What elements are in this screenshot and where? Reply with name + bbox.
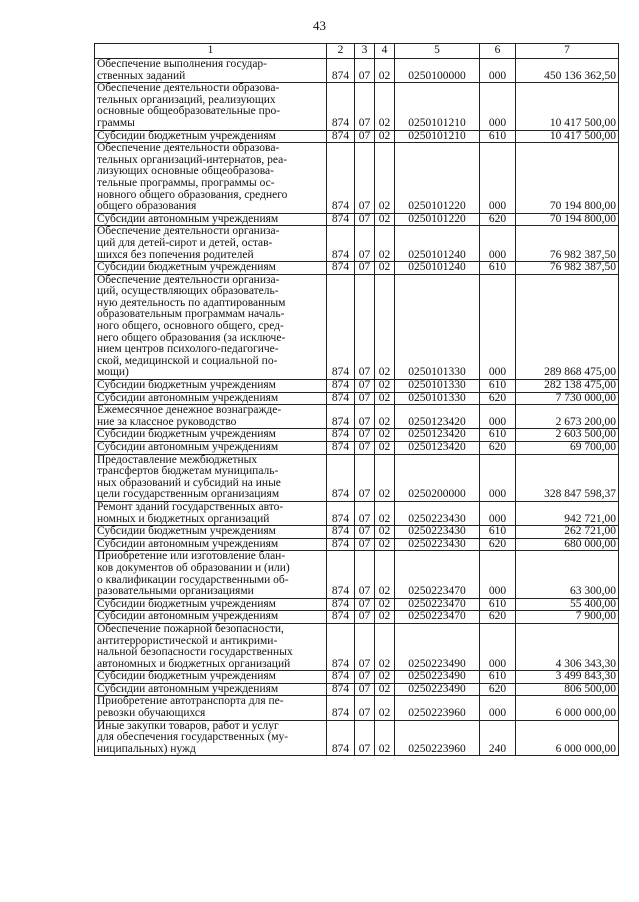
target-article-cell: 0250123420 (395, 429, 480, 442)
target-article-cell: 0250100000 (395, 59, 480, 83)
subsection-code-cell: 02 (375, 551, 395, 598)
ministry-code-cell: 874 (327, 551, 355, 598)
amount-cell: 6 000 000,00 (516, 720, 619, 756)
ministry-code-cell: 874 (327, 501, 355, 525)
subsection-code-cell: 02 (375, 526, 395, 539)
row-name-cell: Субсидии бюджетным учреждениям (95, 671, 327, 684)
amount-cell: 55 400,00 (516, 598, 619, 611)
table-row (95, 720, 619, 756)
section-code-cell: 07 (355, 526, 375, 539)
section-code-cell: 07 (355, 538, 375, 551)
amount-cell: 6 000 000,00 (516, 696, 619, 720)
target-article-cell: 0250223430 (395, 501, 480, 525)
subsection-code-cell: 02 (375, 442, 395, 455)
row-name-cell: Обеспечение деятельности образова- тельных организаций-интернатов, реа- лизующих основные общеобразова- тельные программы, программы ос- новного общего образования, среднего общего образования (95, 143, 327, 214)
table-row (95, 262, 619, 275)
subsection-code-cell: 02 (375, 611, 395, 624)
amount-cell: 10 417 500,00 (516, 83, 619, 130)
row-name-cell: Субсидии бюджетным учреждениям (95, 130, 327, 143)
header-cell: 5 (395, 44, 480, 59)
page-number: 43 (313, 18, 326, 33)
ministry-code-cell: 874 (327, 623, 355, 670)
header-cell: 4 (375, 44, 395, 59)
expense-type-cell: 620 (480, 538, 516, 551)
subsection-code-cell: 02 (375, 696, 395, 720)
table-body (95, 44, 619, 756)
ministry-code-cell: 874 (327, 454, 355, 501)
amount-cell: 3 499 843,30 (516, 671, 619, 684)
amount-cell: 70 194 800,00 (516, 143, 619, 214)
row-name-cell: Иные закупки товаров, работ и услуг для обеспечения государственных (му- ниципальных) нужд (95, 720, 327, 756)
row-name-cell: Приобретение или изготовление блан- ков документов об образовании и (или) о квалификации государственными об- разовательными организациями (95, 551, 327, 598)
table-row (95, 226, 619, 262)
target-article-cell: 0250223960 (395, 720, 480, 756)
expense-type-cell: 610 (480, 262, 516, 275)
expense-type-cell: 000 (480, 143, 516, 214)
row-name-cell: Субсидии автономным учреждениям (95, 442, 327, 455)
subsection-code-cell: 02 (375, 671, 395, 684)
section-code-cell: 07 (355, 442, 375, 455)
amount-cell: 70 194 800,00 (516, 213, 619, 226)
row-name-cell: Ежемесячное денежное вознагражде- ние за классное руководство (95, 405, 327, 429)
row-name-cell: Обеспечение выполнения государ- ственных заданий (95, 59, 327, 83)
target-article-cell: 0250223430 (395, 526, 480, 539)
amount-cell: 4 306 343,30 (516, 623, 619, 670)
section-code-cell: 07 (355, 720, 375, 756)
target-article-cell: 0250101210 (395, 130, 480, 143)
budget-table (94, 43, 619, 756)
table-row (95, 623, 619, 670)
ministry-code-cell: 874 (327, 671, 355, 684)
target-article-cell: 0250101240 (395, 226, 480, 262)
target-article-cell: 0250101330 (395, 274, 480, 379)
expense-type-cell: 620 (480, 392, 516, 405)
amount-cell: 63 300,00 (516, 551, 619, 598)
expense-type-cell: 000 (480, 59, 516, 83)
row-name-cell: Субсидии автономным учреждениям (95, 392, 327, 405)
target-article-cell: 0250223960 (395, 696, 480, 720)
target-article-cell: 0250223490 (395, 623, 480, 670)
subsection-code-cell: 02 (375, 262, 395, 275)
ministry-code-cell: 874 (327, 538, 355, 551)
subsection-code-cell: 02 (375, 405, 395, 429)
subsection-code-cell: 02 (375, 274, 395, 379)
target-article-cell: 0250223490 (395, 683, 480, 696)
target-article-cell: 0250101210 (395, 83, 480, 130)
subsection-code-cell: 02 (375, 380, 395, 393)
section-code-cell: 07 (355, 551, 375, 598)
expense-type-cell: 000 (480, 405, 516, 429)
target-article-cell: 0250123420 (395, 442, 480, 455)
section-code-cell: 07 (355, 611, 375, 624)
row-name-cell: Субсидии автономным учреждениям (95, 683, 327, 696)
subsection-code-cell: 02 (375, 226, 395, 262)
table-row (95, 551, 619, 598)
subsection-code-cell: 02 (375, 213, 395, 226)
section-code-cell: 07 (355, 143, 375, 214)
amount-cell: 2 603 500,00 (516, 429, 619, 442)
target-article-cell: 0250223430 (395, 538, 480, 551)
expense-type-cell: 240 (480, 720, 516, 756)
ministry-code-cell: 874 (327, 405, 355, 429)
subsection-code-cell: 02 (375, 538, 395, 551)
row-name-cell: Субсидии автономным учреждениям (95, 538, 327, 551)
table-row (95, 598, 619, 611)
expense-type-cell: 000 (480, 83, 516, 130)
amount-cell: 69 700,00 (516, 442, 619, 455)
amount-cell: 450 136 362,50 (516, 59, 619, 83)
ministry-code-cell: 874 (327, 429, 355, 442)
header-cell: 2 (327, 44, 355, 59)
expense-type-cell: 000 (480, 501, 516, 525)
row-name-cell: Предоставление межбюджетных трансфертов бюджетам муниципаль- ных образований и субсидий на иные цели государственным организациям (95, 454, 327, 501)
ministry-code-cell: 874 (327, 611, 355, 624)
table-row (95, 213, 619, 226)
table-row (95, 429, 619, 442)
ministry-code-cell: 874 (327, 262, 355, 275)
subsection-code-cell: 02 (375, 429, 395, 442)
section-code-cell: 07 (355, 598, 375, 611)
expense-type-cell: 620 (480, 213, 516, 226)
ministry-code-cell: 874 (327, 720, 355, 756)
table-row (95, 274, 619, 379)
subsection-code-cell: 02 (375, 720, 395, 756)
row-name-cell: Субсидии бюджетным учреждениям (95, 526, 327, 539)
section-code-cell: 07 (355, 274, 375, 379)
table-row (95, 392, 619, 405)
section-code-cell: 07 (355, 59, 375, 83)
amount-cell: 806 500,00 (516, 683, 619, 696)
section-code-cell: 07 (355, 454, 375, 501)
ministry-code-cell: 874 (327, 683, 355, 696)
amount-cell: 76 982 387,50 (516, 226, 619, 262)
subsection-code-cell: 02 (375, 454, 395, 501)
expense-type-cell: 000 (480, 551, 516, 598)
ministry-code-cell: 874 (327, 274, 355, 379)
expense-type-cell: 610 (480, 429, 516, 442)
section-code-cell: 07 (355, 83, 375, 130)
expense-type-cell: 610 (480, 671, 516, 684)
target-article-cell: 0250101330 (395, 392, 480, 405)
subsection-code-cell: 02 (375, 130, 395, 143)
section-code-cell: 07 (355, 213, 375, 226)
table-row (95, 83, 619, 130)
expense-type-cell: 000 (480, 226, 516, 262)
amount-cell: 942 721,00 (516, 501, 619, 525)
subsection-code-cell: 02 (375, 598, 395, 611)
target-article-cell: 0250223470 (395, 598, 480, 611)
section-code-cell: 07 (355, 262, 375, 275)
row-name-cell: Субсидии автономным учреждениям (95, 611, 327, 624)
ministry-code-cell: 874 (327, 526, 355, 539)
expense-type-cell: 610 (480, 526, 516, 539)
section-code-cell: 07 (355, 226, 375, 262)
expense-type-cell: 000 (480, 454, 516, 501)
ministry-code-cell: 874 (327, 143, 355, 214)
ministry-code-cell: 874 (327, 696, 355, 720)
table-row (95, 696, 619, 720)
expense-type-cell: 000 (480, 623, 516, 670)
target-article-cell: 0250101220 (395, 143, 480, 214)
expense-type-cell: 620 (480, 683, 516, 696)
amount-cell: 328 847 598,37 (516, 454, 619, 501)
ministry-code-cell: 874 (327, 598, 355, 611)
table-header-row (95, 44, 619, 59)
subsection-code-cell: 02 (375, 392, 395, 405)
section-code-cell: 07 (355, 130, 375, 143)
expense-type-cell: 610 (480, 130, 516, 143)
table-row (95, 538, 619, 551)
header-cell: 1 (95, 44, 327, 59)
amount-cell: 262 721,00 (516, 526, 619, 539)
ministry-code-cell: 874 (327, 380, 355, 393)
amount-cell: 7 730 000,00 (516, 392, 619, 405)
header-cell: 3 (355, 44, 375, 59)
row-name-cell: Субсидии бюджетным учреждениям (95, 262, 327, 275)
subsection-code-cell: 02 (375, 501, 395, 525)
subsection-code-cell: 02 (375, 59, 395, 83)
amount-cell: 10 417 500,00 (516, 130, 619, 143)
row-name-cell: Приобретение автотранспорта для пе- ревозки обучающихся (95, 696, 327, 720)
row-name-cell: Субсидии бюджетным учреждениям (95, 380, 327, 393)
table-row (95, 683, 619, 696)
row-name-cell: Обеспечение деятельности организа- ций, осуществляющих образователь- ную деятельность по адаптированным образовательным программам началь- ного общего, основного общего, сред- него общего образования (за исключе- нием центров психолого-педагогиче- ской, медицинской и социальной по- мощи) (95, 274, 327, 379)
row-name-cell: Субсидии бюджетным учреждениям (95, 429, 327, 442)
target-article-cell: 0250223470 (395, 551, 480, 598)
row-name-cell: Обеспечение пожарной безопасности, антитеррористической и антикрими- нальной безопасности государственных автономных и бюджетных организаций (95, 623, 327, 670)
section-code-cell: 07 (355, 380, 375, 393)
expense-type-cell: 620 (480, 611, 516, 624)
row-name-cell: Ремонт зданий государственных авто- номных и бюджетных организаций (95, 501, 327, 525)
row-name-cell: Обеспечение деятельности организа- ций для детей-сирот и детей, остав- шихся без попечения родителей (95, 226, 327, 262)
section-code-cell: 07 (355, 683, 375, 696)
amount-cell: 76 982 387,50 (516, 262, 619, 275)
section-code-cell: 07 (355, 671, 375, 684)
expense-type-cell: 000 (480, 696, 516, 720)
expense-type-cell: 610 (480, 380, 516, 393)
target-article-cell: 0250223470 (395, 611, 480, 624)
section-code-cell: 07 (355, 405, 375, 429)
row-name-cell: Субсидии автономным учреждениям (95, 213, 327, 226)
ministry-code-cell: 874 (327, 392, 355, 405)
row-name-cell: Субсидии бюджетным учреждениям (95, 598, 327, 611)
subsection-code-cell: 02 (375, 623, 395, 670)
section-code-cell: 07 (355, 696, 375, 720)
amount-cell: 2 673 200,00 (516, 405, 619, 429)
table-row (95, 59, 619, 83)
section-code-cell: 07 (355, 429, 375, 442)
row-name-cell: Обеспечение деятельности образова- тельных организаций, реализующих основные общеобразовательные про- граммы (95, 83, 327, 130)
table-row (95, 526, 619, 539)
ministry-code-cell: 874 (327, 83, 355, 130)
subsection-code-cell: 02 (375, 83, 395, 130)
ministry-code-cell: 874 (327, 442, 355, 455)
table-row (95, 405, 619, 429)
target-article-cell: 0250101240 (395, 262, 480, 275)
table-row (95, 130, 619, 143)
table-row (95, 501, 619, 525)
table-row (95, 380, 619, 393)
target-article-cell: 0250101220 (395, 213, 480, 226)
table-row (95, 611, 619, 624)
expense-type-cell: 620 (480, 442, 516, 455)
subsection-code-cell: 02 (375, 683, 395, 696)
amount-cell: 680 000,00 (516, 538, 619, 551)
target-article-cell: 0250223490 (395, 671, 480, 684)
ministry-code-cell: 874 (327, 226, 355, 262)
ministry-code-cell: 874 (327, 130, 355, 143)
table-row (95, 671, 619, 684)
ministry-code-cell: 874 (327, 59, 355, 83)
table-row (95, 143, 619, 214)
target-article-cell: 0250101330 (395, 380, 480, 393)
section-code-cell: 07 (355, 623, 375, 670)
section-code-cell: 07 (355, 501, 375, 525)
expense-type-cell: 000 (480, 274, 516, 379)
header-cell: 7 (516, 44, 619, 59)
header-cell: 6 (480, 44, 516, 59)
section-code-cell: 07 (355, 392, 375, 405)
table-row (95, 442, 619, 455)
expense-type-cell: 610 (480, 598, 516, 611)
table-row (95, 454, 619, 501)
target-article-cell: 0250123420 (395, 405, 480, 429)
ministry-code-cell: 874 (327, 213, 355, 226)
amount-cell: 282 138 475,00 (516, 380, 619, 393)
target-article-cell: 0250200000 (395, 454, 480, 501)
amount-cell: 289 868 475,00 (516, 274, 619, 379)
amount-cell: 7 900,00 (516, 611, 619, 624)
subsection-code-cell: 02 (375, 143, 395, 214)
